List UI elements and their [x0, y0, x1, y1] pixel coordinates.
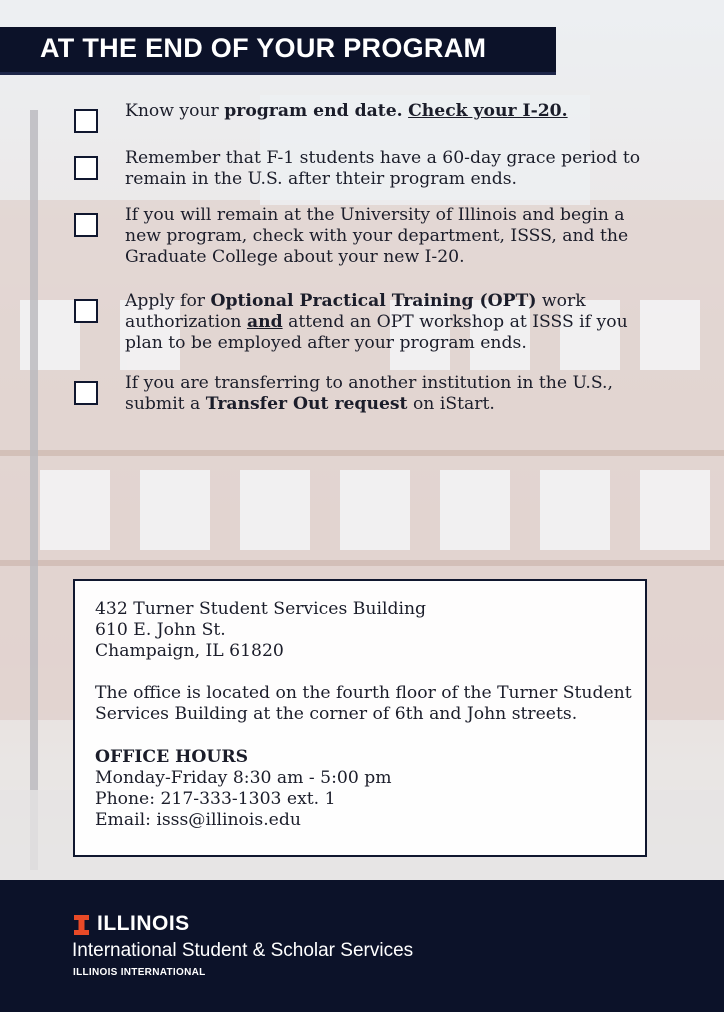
checkbox[interactable]: [74, 213, 98, 237]
address-line: Champaign, IL 61820: [95, 641, 284, 661]
unit-name: International Student & Scholar Services: [72, 940, 414, 961]
checklist-item-text: Know your program end date. Check your I-20.: [125, 101, 568, 121]
address-line: 432 Turner Student Services Building: [95, 599, 427, 619]
address-line: 610 E. John St.: [95, 620, 226, 640]
banner-title: AT THE END OF YOUR PROGRAM: [40, 33, 487, 63]
checklist-item-text: Remember that F-1 students have a 60-day grace period to remain in the U.S. after thteir program ends.: [125, 148, 641, 189]
email[interactable]: Email: isss@illinois.edu: [95, 810, 301, 830]
location-note: The office is located on the fourth floor of the Turner Student Services Building at the corner of 6th and John streets.: [95, 683, 632, 724]
checklist-item-text: If you will remain at the University of Illinois and begin a new program, check with your department, ISSS, and the Graduate College about your new I-20.: [125, 205, 629, 267]
illinois-block-i-logo: [74, 915, 89, 935]
brand-wordmark: ILLINOIS: [97, 912, 190, 935]
office-info-box: [73, 579, 647, 857]
checkbox[interactable]: [74, 109, 98, 133]
checkbox[interactable]: [74, 381, 98, 405]
checkbox[interactable]: [74, 156, 98, 180]
parent-unit: ILLINOIS INTERNATIONAL: [73, 967, 206, 978]
office-hours-heading: OFFICE HOURS: [95, 747, 249, 767]
phone: Phone: 217-333-1303 ext. 1: [95, 789, 336, 809]
checklist-item-text: Apply for Optional Practical Training (OPT) work authorization and attend an OPT workshop at ISSS if you plan to be employed after your program ends.: [125, 291, 628, 353]
checklist-item-text: If you are transferring to another institution in the U.S., submit a Transfer Out request on iStart.: [125, 373, 613, 414]
checkbox[interactable]: [74, 299, 98, 323]
office-hours: Monday-Friday 8:30 am - 5:00 pm: [95, 768, 392, 788]
section-banner: [0, 27, 556, 72]
